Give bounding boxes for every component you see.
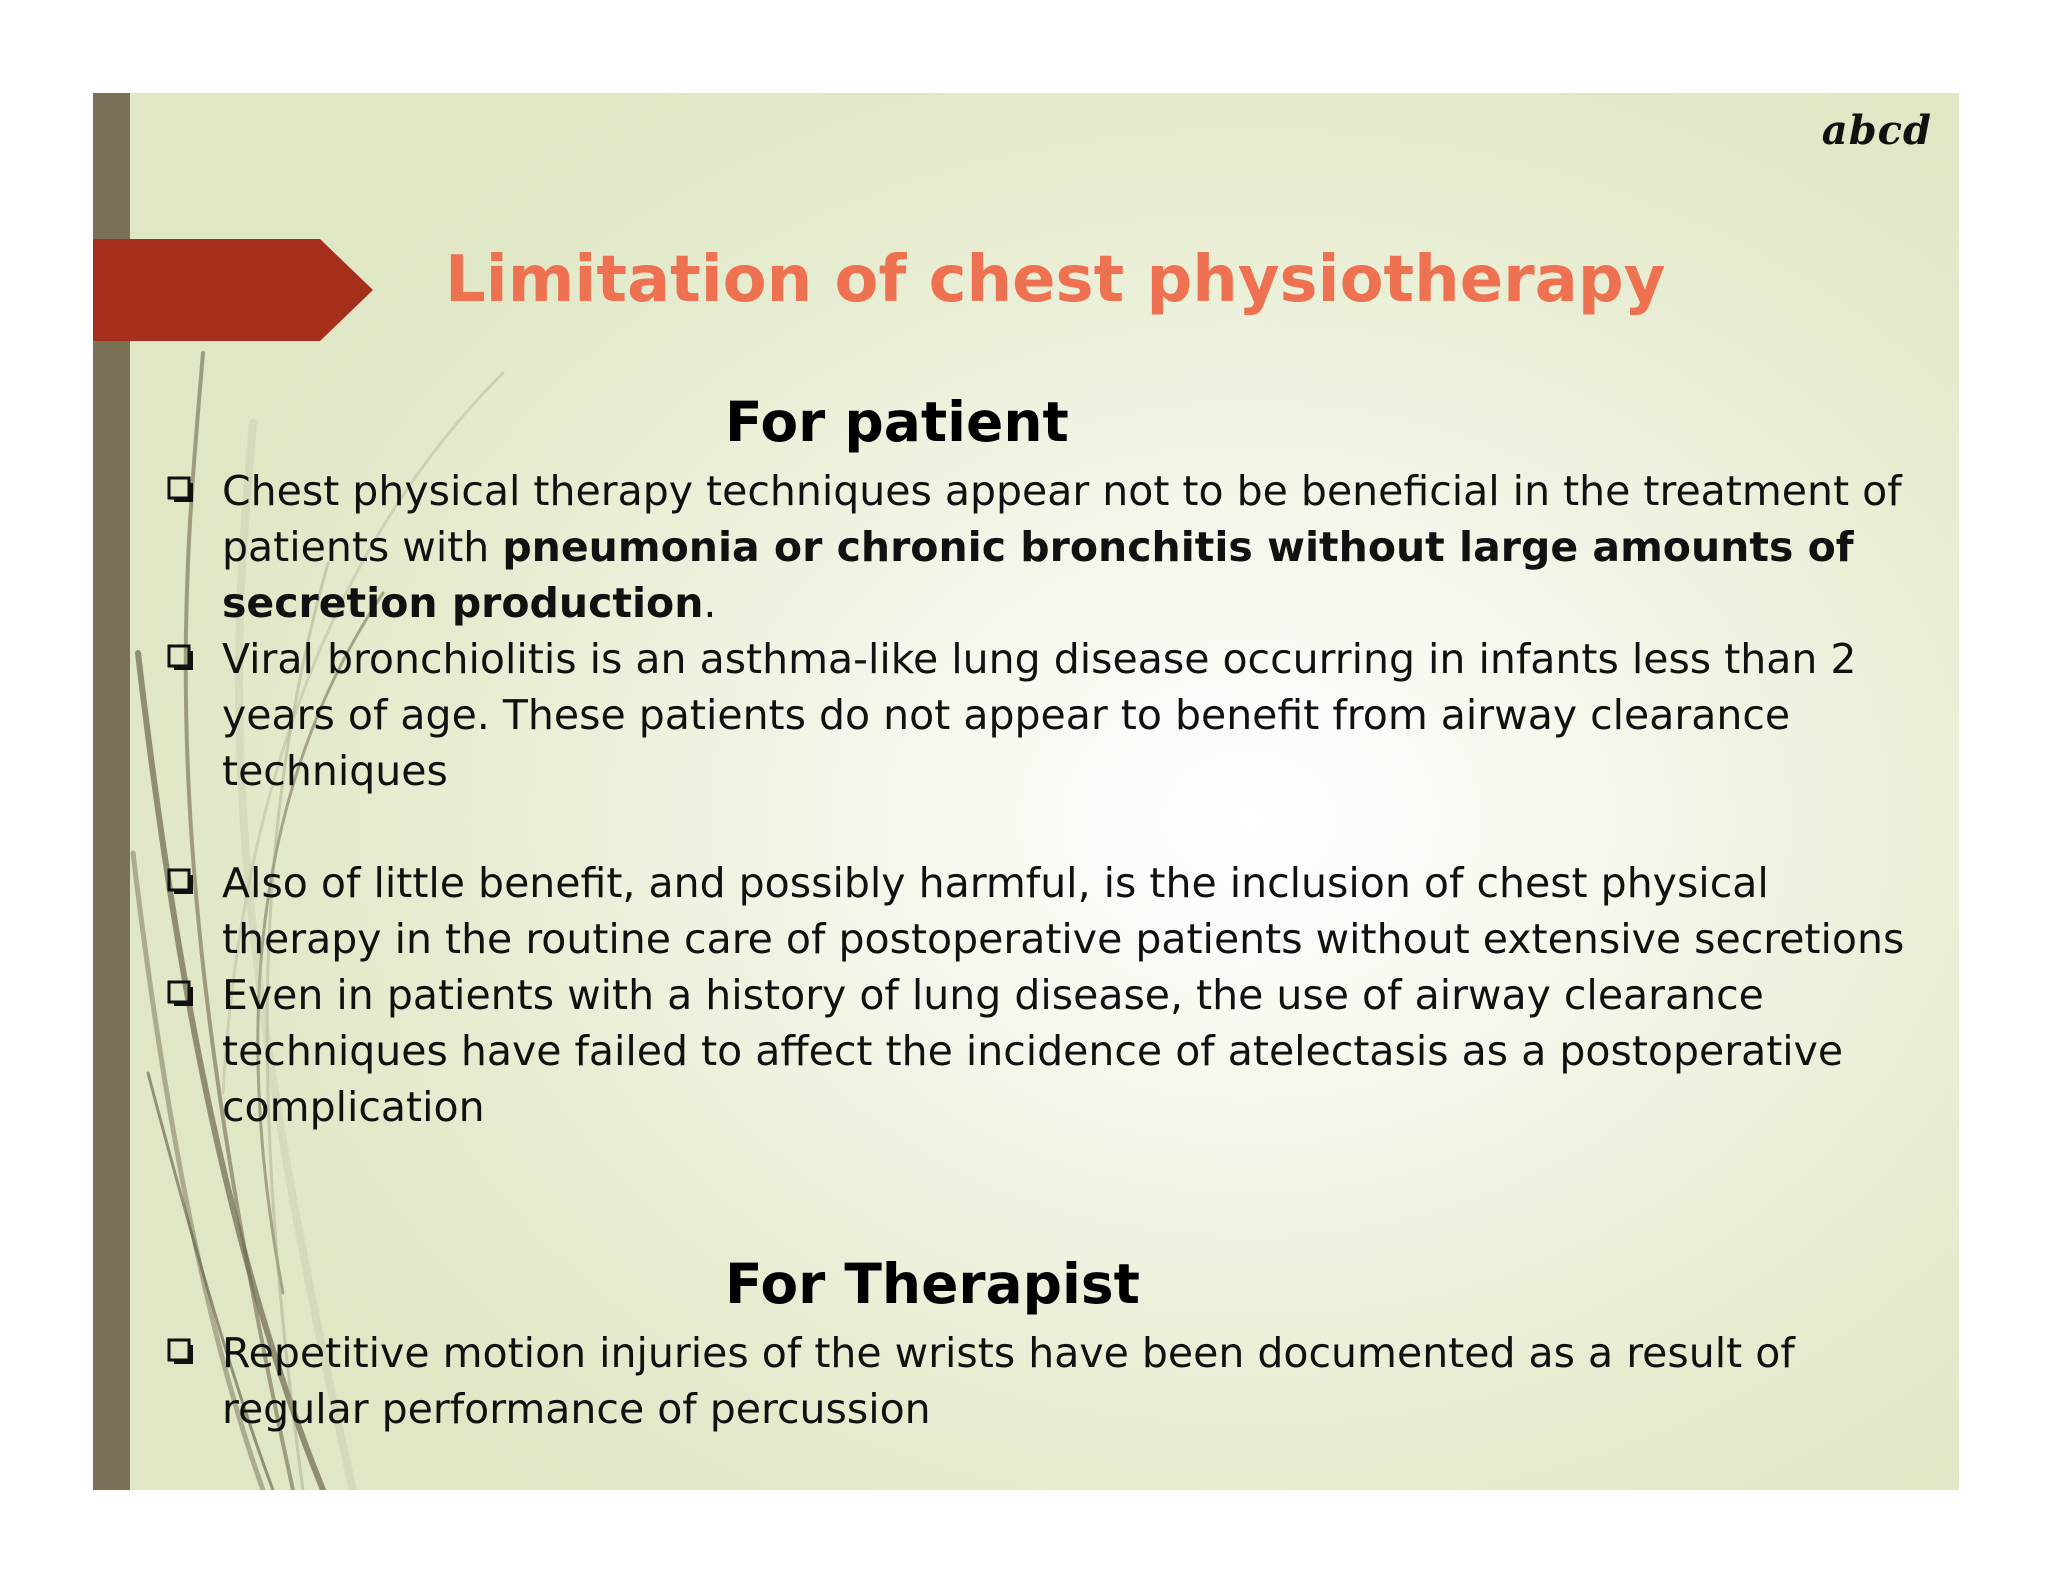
list-item-text-end: . xyxy=(703,579,717,627)
list-item-text: Also of little benefit, and possibly harmful, is the inclusion of chest physical therapy in the routine care of postoperative patients without extensive secretions xyxy=(222,859,1905,963)
checkbox-square-icon xyxy=(167,644,195,672)
list-item-text: Viral bronchiolitis is an asthma-like lung disease occurring in infants less than 2 years of age. These patients do not appear to benefit from airway clearance techniques xyxy=(222,635,1857,795)
list-item-text: Chest physical therapy techniques appear not to be beneficial in the treatment of patients with xyxy=(222,467,1902,571)
list-item xyxy=(165,631,1925,799)
list-item xyxy=(165,463,1925,631)
slide-title: Limitation of chest physiotherapy xyxy=(445,243,1666,317)
therapist-bullet-list xyxy=(165,1325,1925,1437)
checkbox-square-icon xyxy=(167,476,195,504)
logo: abcd xyxy=(1821,107,1932,154)
list-item-text: Even in patients with a history of lung disease, the use of airway clearance techniques have failed to affect the incidence of atelectasis as a postoperative complication xyxy=(222,971,1844,1131)
checkbox-square-icon xyxy=(167,868,195,896)
checkbox-square-icon xyxy=(167,980,195,1008)
section-heading-patient: For patient xyxy=(725,390,1069,454)
list-item-text: Repetitive motion injuries of the wrists have been documented as a result of regular performance of percussion xyxy=(222,1329,1795,1433)
list-item xyxy=(165,1325,1925,1437)
list-item xyxy=(165,967,1925,1135)
section-heading-therapist: For Therapist xyxy=(725,1252,1140,1316)
list-item xyxy=(165,855,1925,967)
title-arrow-banner xyxy=(93,239,373,341)
patient-bullet-list xyxy=(165,463,1925,1135)
list-item-bold-text: pneumonia or chronic bronchitis without large amounts of secretion production xyxy=(222,523,1854,627)
slide xyxy=(93,93,1959,1490)
checkbox-square-icon xyxy=(167,1338,195,1366)
